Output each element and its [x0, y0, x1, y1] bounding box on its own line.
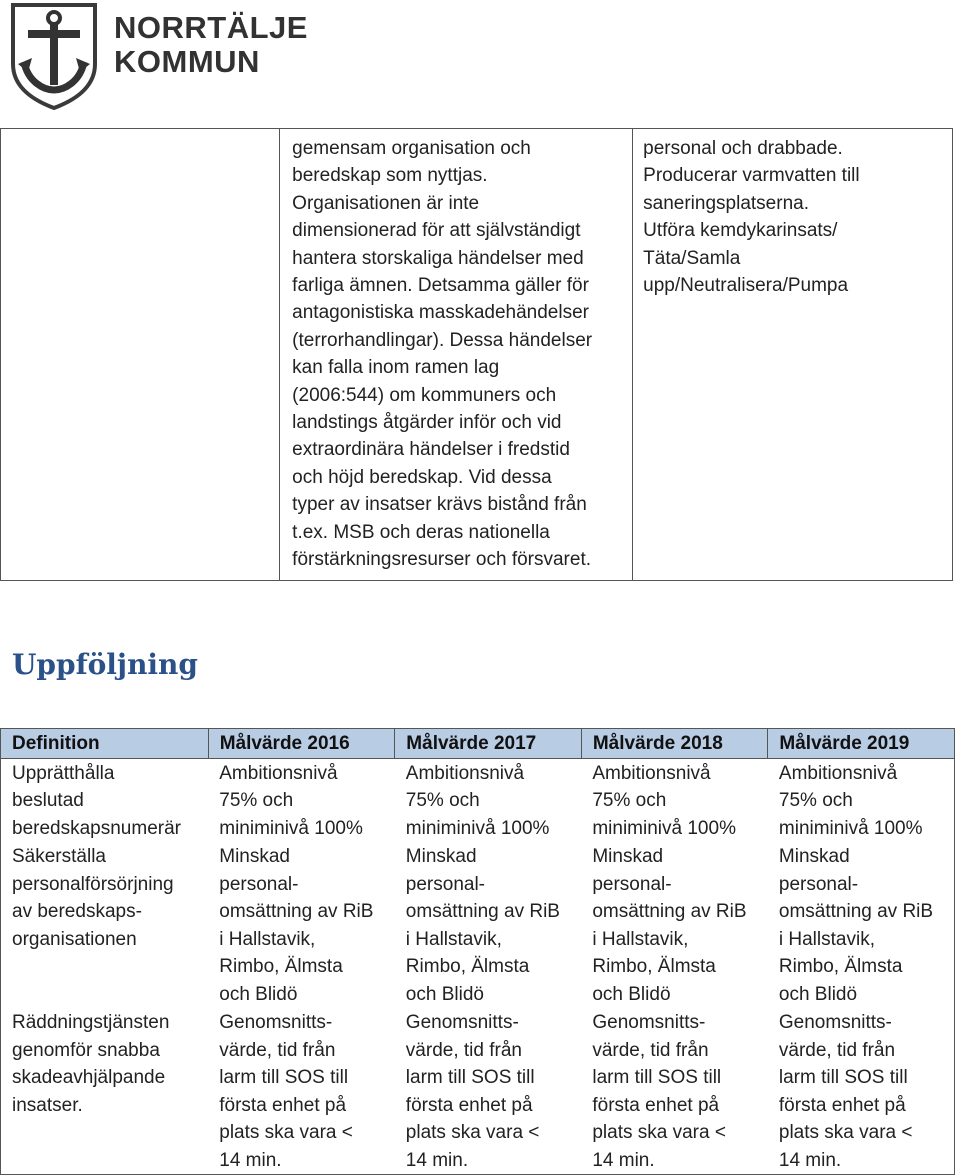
target-cell-2017 [395, 1008, 582, 1175]
target-text: Ambitionsnivå 75% och miniminivå 100% [405, 762, 550, 839]
target-text: Genomsnitts- värde, tid från larm till SOS till första enhet på plats ska vara < 14 min. [592, 1012, 726, 1171]
organization-name-line2: KOMMUN [114, 44, 260, 79]
left-cell [1, 129, 280, 581]
definition-text: Säkerställa personalförsörjning av beredskaps- organisationen [12, 846, 174, 950]
anchor-shield-icon [10, 2, 98, 110]
target-cell-2018 [581, 758, 768, 842]
target-cell-2018 [581, 842, 768, 1008]
target-text: Minskad personal- omsättning av RiB i Hallstavik, Rimbo, Älmsta och Blidö [219, 846, 374, 1005]
organization-name [114, 11, 308, 79]
target-cell-2019 [768, 758, 955, 842]
target-cell-2017 [395, 842, 582, 1008]
table-row [1, 758, 955, 842]
follow-up-table [0, 728, 955, 1175]
municipality-logo [10, 2, 308, 110]
target-text: Minskad personal- omsättning av RiB i Hallstavik, Rimbo, Älmsta och Blidö [405, 846, 560, 1005]
organization-name-line1: NORRTÄLJE [114, 10, 308, 45]
definition-cell [1, 758, 209, 842]
target-text: Minskad personal- omsättning av RiB i Hallstavik, Rimbo, Älmsta och Blidö [778, 846, 934, 1005]
column-header-2018: Målvärde 2018 [581, 729, 768, 759]
table-row [1, 129, 953, 581]
target-text: Genomsnitts- värde, tid från larm till SOS till första enhet på plats ska vara < 14 min. [219, 1012, 353, 1171]
table-row [1, 1008, 955, 1175]
target-text: Genomsnitts- värde, tid från larm till SOS till första enhet på plats ska vara < 14 min. [778, 1012, 913, 1171]
table-row [1, 842, 955, 1008]
target-cell-2016 [208, 842, 395, 1008]
column-header-2017: Målvärde 2017 [395, 729, 582, 759]
definition-text: Upprätthålla beslutad beredskapsnumerär [12, 762, 181, 839]
column-header-2019: Målvärde 2019 [768, 729, 955, 759]
target-cell-2016 [208, 758, 395, 842]
target-cell-2017 [395, 758, 582, 842]
table-header-row [1, 729, 955, 759]
target-text: Ambitionsnivå 75% och miniminivå 100% [592, 762, 736, 839]
target-text: Ambitionsnivå 75% och miniminivå 100% [778, 762, 923, 839]
target-cell-2019 [768, 1008, 955, 1175]
section-title: Uppföljning [12, 648, 198, 681]
actions-cell [633, 129, 953, 581]
target-text: Ambitionsnivå 75% och miniminivå 100% [219, 762, 363, 839]
column-header-definition: Definition [1, 729, 209, 759]
target-text: Minskad personal- omsättning av RiB i Hallstavik, Rimbo, Älmsta och Blidö [592, 846, 747, 1005]
description-cell [280, 129, 633, 581]
target-cell-2018 [581, 1008, 768, 1175]
target-cell-2016 [208, 1008, 395, 1175]
target-cell-2019 [768, 842, 955, 1008]
column-header-2016: Målvärde 2016 [208, 729, 395, 759]
actions-text: personal och drabbade. Producerar varmvatten till saneringsplatserna. Utföra kemdykarinsats/ Täta/Samla upp/Neutralisera/Pumpa [643, 138, 860, 297]
description-text: gemensam organisation och beredskap som nyttjas. Organisationen är inte dimensionerad för att självständigt hantera storskaliga händelser med farliga ämnen. Detsamma gäller för antagonistiska masskadehändelser (terrorhandlingar). Dessa händelser kan falla inom ramen lag (2006:544) om kommuners och landstings åtgärder inför och vid extraordinära händelser i fredstid och höjd beredskap. Vid dessa typer av insatser krävs bistånd från t.ex. MSB och deras nationella förstärkningsresurser och försvaret. [292, 138, 593, 571]
definition-cell [1, 842, 209, 1008]
definition-text: Räddningstjänsten genomför snabba skadeavhjälpande insatser. [12, 1012, 170, 1116]
definition-cell [1, 1008, 209, 1175]
continuation-table [0, 128, 953, 581]
target-text: Genomsnitts- värde, tid från larm till SOS till första enhet på plats ska vara < 14 min. [405, 1012, 540, 1171]
